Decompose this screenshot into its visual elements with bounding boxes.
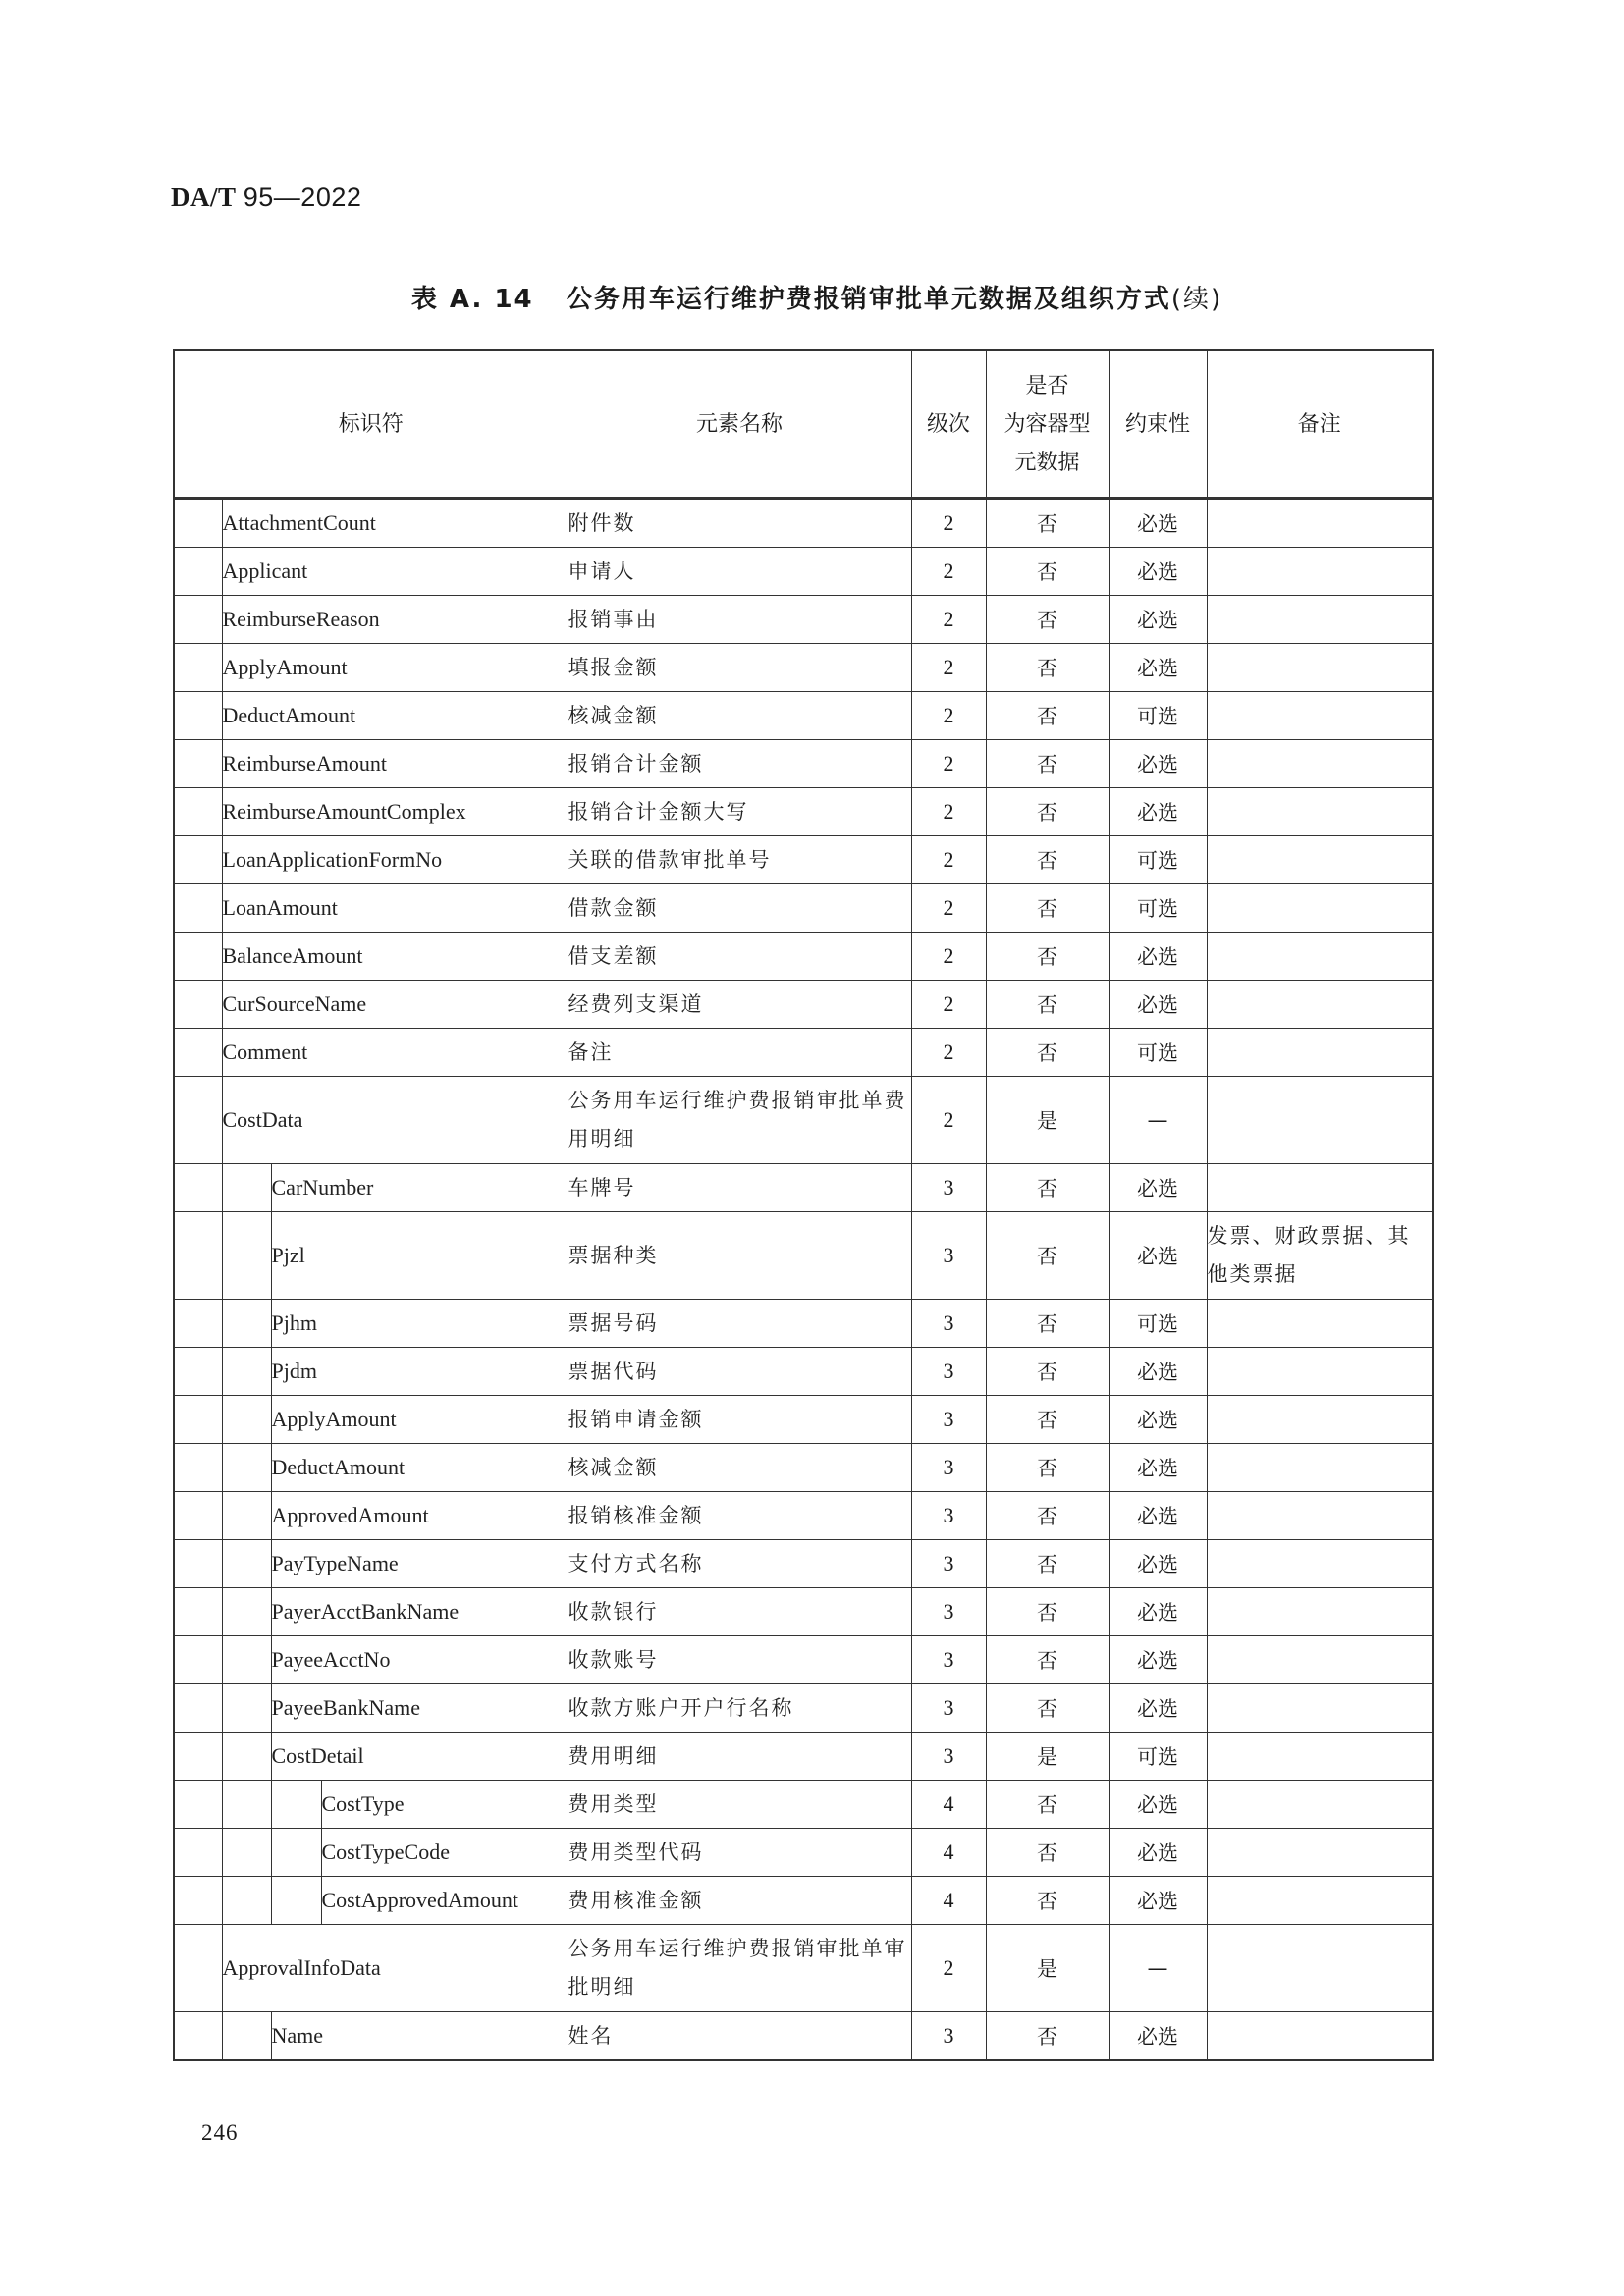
indent-cell: [174, 933, 222, 981]
indent-cell: [174, 788, 222, 836]
indent-cell: [222, 1492, 271, 1540]
is-container-cell: 否: [986, 2012, 1109, 2061]
is-container-cell: 否: [986, 1300, 1109, 1348]
indent-cell: [174, 981, 222, 1029]
indent-cell: [174, 1212, 222, 1300]
standard-code-number: 95—2022: [243, 183, 362, 212]
level-cell: 4: [911, 1829, 986, 1877]
identifier-cell: PayerAcctBankName: [271, 1588, 568, 1636]
element-name-cell: 核减金额: [568, 1444, 911, 1492]
is-container-cell: 否: [986, 1396, 1109, 1444]
is-container-cell: 否: [986, 788, 1109, 836]
table-row: [174, 596, 1433, 644]
constraint-cell: 必选: [1109, 499, 1207, 548]
table-row: [174, 1540, 1433, 1588]
element-name-cell: 报销核准金额: [568, 1492, 911, 1540]
level-cell: 2: [911, 644, 986, 692]
level-cell: 2: [911, 692, 986, 740]
remark-cell: 发票、财政票据、其他类票据: [1207, 1212, 1433, 1300]
remark-cell: [1207, 1925, 1433, 2012]
table-row: [174, 2012, 1433, 2061]
identifier-cell: CostDetail: [271, 1733, 568, 1781]
remark-cell: [1207, 1492, 1433, 1540]
level-cell: 4: [911, 1781, 986, 1829]
identifier-cell: Pjhm: [271, 1300, 568, 1348]
is-container-cell: 否: [986, 1781, 1109, 1829]
indent-cell: [174, 1492, 222, 1540]
is-container-cell: 否: [986, 1684, 1109, 1733]
column-header-is-container-line2: 为容器型: [1003, 411, 1091, 437]
element-name-cell: 核减金额: [568, 692, 911, 740]
element-name-cell: 支付方式名称: [568, 1540, 911, 1588]
level-cell: 2: [911, 981, 986, 1029]
standard-code: [171, 183, 361, 213]
constraint-cell: 必选: [1109, 1684, 1207, 1733]
indent-cell: [271, 1829, 321, 1877]
remark-cell: [1207, 1396, 1433, 1444]
identifier-cell: Pjzl: [271, 1212, 568, 1300]
level-cell: 3: [911, 1164, 986, 1212]
column-header-level: 级次: [911, 350, 986, 499]
identifier-cell: CostData: [222, 1077, 568, 1164]
remark-cell: [1207, 644, 1433, 692]
constraint-cell: 必选: [1109, 1348, 1207, 1396]
remark-cell: [1207, 740, 1433, 788]
constraint-cell: 必选: [1109, 1588, 1207, 1636]
level-cell: 2: [911, 1925, 986, 2012]
page-number: 246: [201, 2120, 239, 2145]
identifier-cell: CarNumber: [271, 1164, 568, 1212]
is-container-cell: 否: [986, 1829, 1109, 1877]
is-container-cell: 否: [986, 1877, 1109, 1925]
column-header-is-container-line3: 元数据: [1014, 450, 1080, 475]
constraint-cell: 必选: [1109, 596, 1207, 644]
table-row: [174, 499, 1433, 548]
constraint-cell: 必选: [1109, 1212, 1207, 1300]
indent-cell: [222, 1829, 271, 1877]
level-cell: 3: [911, 1684, 986, 1733]
is-container-cell: 是: [986, 1925, 1109, 2012]
identifier-cell: ReimburseAmountComplex: [222, 788, 568, 836]
level-cell: 3: [911, 1636, 986, 1684]
table-row: [174, 692, 1433, 740]
is-container-cell: 否: [986, 740, 1109, 788]
indent-cell: [174, 1164, 222, 1212]
table-row: [174, 1077, 1433, 1164]
constraint-cell: 必选: [1109, 981, 1207, 1029]
indent-cell: [174, 692, 222, 740]
is-container-cell: 否: [986, 1212, 1109, 1300]
element-name-cell: 公务用车运行维护费报销审批单费用明细: [568, 1077, 911, 1164]
element-name-cell: 收款方账户开户行名称: [568, 1684, 911, 1733]
level-cell: 4: [911, 1877, 986, 1925]
constraint-cell: 必选: [1109, 1396, 1207, 1444]
identifier-cell: Comment: [222, 1029, 568, 1077]
indent-cell: [222, 1636, 271, 1684]
identifier-cell: DeductAmount: [271, 1444, 568, 1492]
remark-cell: [1207, 1444, 1433, 1492]
is-container-cell: 否: [986, 1492, 1109, 1540]
element-name-cell: 关联的借款审批单号: [568, 836, 911, 884]
table-body: [174, 499, 1433, 2061]
table-row: [174, 644, 1433, 692]
identifier-cell: ReimburseAmount: [222, 740, 568, 788]
remark-cell: [1207, 788, 1433, 836]
level-cell: 2: [911, 548, 986, 596]
level-cell: 2: [911, 884, 986, 933]
table-row: [174, 836, 1433, 884]
element-name-cell: 报销合计金额: [568, 740, 911, 788]
indent-cell: [174, 1684, 222, 1733]
identifier-cell: ApprovedAmount: [271, 1492, 568, 1540]
indent-cell: [174, 596, 222, 644]
identifier-cell: AttachmentCount: [222, 499, 568, 548]
element-name-cell: 经费列支渠道: [568, 981, 911, 1029]
indent-cell: [222, 1540, 271, 1588]
identifier-cell: PayTypeName: [271, 1540, 568, 1588]
is-container-cell: 否: [986, 1444, 1109, 1492]
remark-cell: [1207, 1829, 1433, 1877]
column-header-is-container: [986, 350, 1109, 499]
constraint-cell: 必选: [1109, 1829, 1207, 1877]
remark-cell: [1207, 1164, 1433, 1212]
constraint-cell: 必选: [1109, 1492, 1207, 1540]
identifier-cell: Applicant: [222, 548, 568, 596]
is-container-cell: 否: [986, 596, 1109, 644]
identifier-cell: CostTypeCode: [321, 1829, 568, 1877]
is-container-cell: 是: [986, 1733, 1109, 1781]
remark-cell: [1207, 1636, 1433, 1684]
table-title-label: 表 A. 14: [410, 285, 534, 314]
table-row: [174, 1348, 1433, 1396]
constraint-cell: 可选: [1109, 1300, 1207, 1348]
indent-cell: [271, 1781, 321, 1829]
metadata-table: [173, 349, 1434, 2061]
level-cell: 2: [911, 788, 986, 836]
remark-cell: [1207, 1588, 1433, 1636]
identifier-cell: PayeeBankName: [271, 1684, 568, 1733]
level-cell: 3: [911, 1396, 986, 1444]
remark-cell: [1207, 1348, 1433, 1396]
is-container-cell: 否: [986, 692, 1109, 740]
identifier-cell: Name: [271, 2012, 568, 2061]
level-cell: 2: [911, 740, 986, 788]
indent-cell: [174, 1348, 222, 1396]
constraint-cell: 可选: [1109, 1733, 1207, 1781]
constraint-cell: —: [1109, 1077, 1207, 1164]
table-row: [174, 1733, 1433, 1781]
table-title: [0, 279, 1624, 315]
level-cell: 2: [911, 596, 986, 644]
element-name-cell: 借款金额: [568, 884, 911, 933]
table-row: [174, 1877, 1433, 1925]
indent-cell: [222, 1444, 271, 1492]
constraint-cell: 可选: [1109, 692, 1207, 740]
element-name-cell: 报销事由: [568, 596, 911, 644]
remark-cell: [1207, 1300, 1433, 1348]
indent-cell: [174, 740, 222, 788]
constraint-cell: 必选: [1109, 548, 1207, 596]
remark-cell: [1207, 981, 1433, 1029]
level-cell: 3: [911, 1300, 986, 1348]
indent-cell: [222, 1781, 271, 1829]
element-name-cell: 报销合计金额大写: [568, 788, 911, 836]
indent-cell: [222, 1300, 271, 1348]
table-row: [174, 1684, 1433, 1733]
level-cell: 3: [911, 1588, 986, 1636]
indent-cell: [174, 1733, 222, 1781]
is-container-cell: 否: [986, 836, 1109, 884]
column-header-element-name: 元素名称: [568, 350, 911, 499]
remark-cell: [1207, 499, 1433, 548]
element-name-cell: 收款账号: [568, 1636, 911, 1684]
table-row: [174, 788, 1433, 836]
column-header-identifier: 标识符: [174, 350, 568, 499]
remark-cell: [1207, 548, 1433, 596]
identifier-cell: PayeeAcctNo: [271, 1636, 568, 1684]
remark-cell: [1207, 884, 1433, 933]
identifier-cell: BalanceAmount: [222, 933, 568, 981]
column-header-constraint: 约束性: [1109, 350, 1207, 499]
remark-cell: [1207, 1684, 1433, 1733]
indent-cell: [174, 1588, 222, 1636]
is-container-cell: 否: [986, 981, 1109, 1029]
constraint-cell: 必选: [1109, 1636, 1207, 1684]
level-cell: 2: [911, 1029, 986, 1077]
table-title-continued: (续): [1170, 285, 1223, 314]
remark-cell: [1207, 1077, 1433, 1164]
table-row: [174, 884, 1433, 933]
element-name-cell: 费用类型代码: [568, 1829, 911, 1877]
element-name-cell: 填报金额: [568, 644, 911, 692]
is-container-cell: 否: [986, 548, 1109, 596]
remark-cell: [1207, 1029, 1433, 1077]
element-name-cell: 费用类型: [568, 1781, 911, 1829]
indent-cell: [174, 1300, 222, 1348]
table-row: [174, 1492, 1433, 1540]
indent-cell: [174, 1636, 222, 1684]
indent-cell: [174, 836, 222, 884]
indent-cell: [222, 1212, 271, 1300]
indent-cell: [271, 1877, 321, 1925]
identifier-cell: ApplyAmount: [222, 644, 568, 692]
table-row: [174, 1781, 1433, 1829]
table-row: [174, 1300, 1433, 1348]
standard-code-prefix: DA/T: [171, 183, 237, 212]
indent-cell: [174, 1829, 222, 1877]
indent-cell: [174, 548, 222, 596]
constraint-cell: 必选: [1109, 1444, 1207, 1492]
constraint-cell: 可选: [1109, 1029, 1207, 1077]
table-header-row: [174, 350, 1433, 499]
element-name-cell: 票据种类: [568, 1212, 911, 1300]
indent-cell: [174, 1077, 222, 1164]
indent-cell: [222, 1733, 271, 1781]
level-cell: 3: [911, 1348, 986, 1396]
is-container-cell: 否: [986, 884, 1109, 933]
indent-cell: [222, 1684, 271, 1733]
identifier-cell: ApprovalInfoData: [222, 1925, 568, 2012]
element-name-cell: 姓名: [568, 2012, 911, 2061]
element-name-cell: 备注: [568, 1029, 911, 1077]
indent-cell: [222, 1877, 271, 1925]
indent-cell: [174, 2012, 222, 2061]
constraint-cell: 必选: [1109, 788, 1207, 836]
indent-cell: [174, 884, 222, 933]
element-name-cell: 附件数: [568, 499, 911, 548]
identifier-cell: ApplyAmount: [271, 1396, 568, 1444]
level-cell: 2: [911, 836, 986, 884]
level-cell: 3: [911, 1540, 986, 1588]
indent-cell: [174, 1540, 222, 1588]
constraint-cell: 必选: [1109, 644, 1207, 692]
level-cell: 2: [911, 933, 986, 981]
column-header-remark: 备注: [1207, 350, 1433, 499]
constraint-cell: 必选: [1109, 1540, 1207, 1588]
identifier-cell: DeductAmount: [222, 692, 568, 740]
table-row: [174, 1164, 1433, 1212]
constraint-cell: 必选: [1109, 740, 1207, 788]
element-name-cell: 票据代码: [568, 1348, 911, 1396]
table-row: [174, 933, 1433, 981]
indent-cell: [174, 1877, 222, 1925]
level-cell: 2: [911, 1077, 986, 1164]
indent-cell: [222, 1164, 271, 1212]
is-container-cell: 否: [986, 644, 1109, 692]
table-row: [174, 1829, 1433, 1877]
constraint-cell: 必选: [1109, 1877, 1207, 1925]
table-row: [174, 981, 1433, 1029]
table-row: [174, 1444, 1433, 1492]
element-name-cell: 票据号码: [568, 1300, 911, 1348]
level-cell: 3: [911, 1444, 986, 1492]
remark-cell: [1207, 1733, 1433, 1781]
level-cell: 2: [911, 499, 986, 548]
indent-cell: [222, 1348, 271, 1396]
table-row: [174, 548, 1433, 596]
constraint-cell: 必选: [1109, 1781, 1207, 1829]
constraint-cell: 必选: [1109, 2012, 1207, 2061]
is-container-cell: 否: [986, 1588, 1109, 1636]
element-name-cell: 车牌号: [568, 1164, 911, 1212]
table-row: [174, 1925, 1433, 2012]
element-name-cell: 公务用车运行维护费报销审批单审批明细: [568, 1925, 911, 2012]
constraint-cell: 可选: [1109, 884, 1207, 933]
indent-cell: [174, 1925, 222, 2012]
indent-cell: [174, 1396, 222, 1444]
indent-cell: [174, 1029, 222, 1077]
element-name-cell: 费用核准金额: [568, 1877, 911, 1925]
is-container-cell: 否: [986, 1164, 1109, 1212]
element-name-cell: 费用明细: [568, 1733, 911, 1781]
remark-cell: [1207, 596, 1433, 644]
identifier-cell: LoanApplicationFormNo: [222, 836, 568, 884]
table-row: [174, 1588, 1433, 1636]
table-row: [174, 740, 1433, 788]
element-name-cell: 收款银行: [568, 1588, 911, 1636]
remark-cell: [1207, 1781, 1433, 1829]
indent-cell: [222, 1588, 271, 1636]
indent-cell: [174, 644, 222, 692]
is-container-cell: 否: [986, 499, 1109, 548]
identifier-cell: Pjdm: [271, 1348, 568, 1396]
remark-cell: [1207, 692, 1433, 740]
indent-cell: [174, 1444, 222, 1492]
level-cell: 3: [911, 1733, 986, 1781]
remark-cell: [1207, 1540, 1433, 1588]
remark-cell: [1207, 1877, 1433, 1925]
identifier-cell: CostApprovedAmount: [321, 1877, 568, 1925]
is-container-cell: 否: [986, 1540, 1109, 1588]
element-name-cell: 申请人: [568, 548, 911, 596]
identifier-cell: CostType: [321, 1781, 568, 1829]
element-name-cell: 报销申请金额: [568, 1396, 911, 1444]
indent-cell: [222, 1396, 271, 1444]
constraint-cell: —: [1109, 1925, 1207, 2012]
remark-cell: [1207, 933, 1433, 981]
identifier-cell: LoanAmount: [222, 884, 568, 933]
level-cell: 3: [911, 2012, 986, 2061]
identifier-cell: ReimburseReason: [222, 596, 568, 644]
is-container-cell: 否: [986, 1636, 1109, 1684]
level-cell: 3: [911, 1492, 986, 1540]
element-name-cell: 借支差额: [568, 933, 911, 981]
table-row: [174, 1636, 1433, 1684]
table-row: [174, 1396, 1433, 1444]
level-cell: 3: [911, 1212, 986, 1300]
remark-cell: [1207, 2012, 1433, 2061]
indent-cell: [174, 1781, 222, 1829]
table-row: [174, 1029, 1433, 1077]
is-container-cell: 否: [986, 933, 1109, 981]
indent-cell: [222, 2012, 271, 2061]
table-row: [174, 1212, 1433, 1300]
remark-cell: [1207, 836, 1433, 884]
constraint-cell: 必选: [1109, 1164, 1207, 1212]
constraint-cell: 必选: [1109, 933, 1207, 981]
indent-cell: [174, 499, 222, 548]
table-title-text: 公务用车运行维护费报销审批单元数据及组织方式: [566, 285, 1171, 314]
column-header-is-container-line1: 是否: [1025, 373, 1069, 399]
constraint-cell: 可选: [1109, 836, 1207, 884]
is-container-cell: 否: [986, 1029, 1109, 1077]
is-container-cell: 是: [986, 1077, 1109, 1164]
is-container-cell: 否: [986, 1348, 1109, 1396]
identifier-cell: CurSourceName: [222, 981, 568, 1029]
